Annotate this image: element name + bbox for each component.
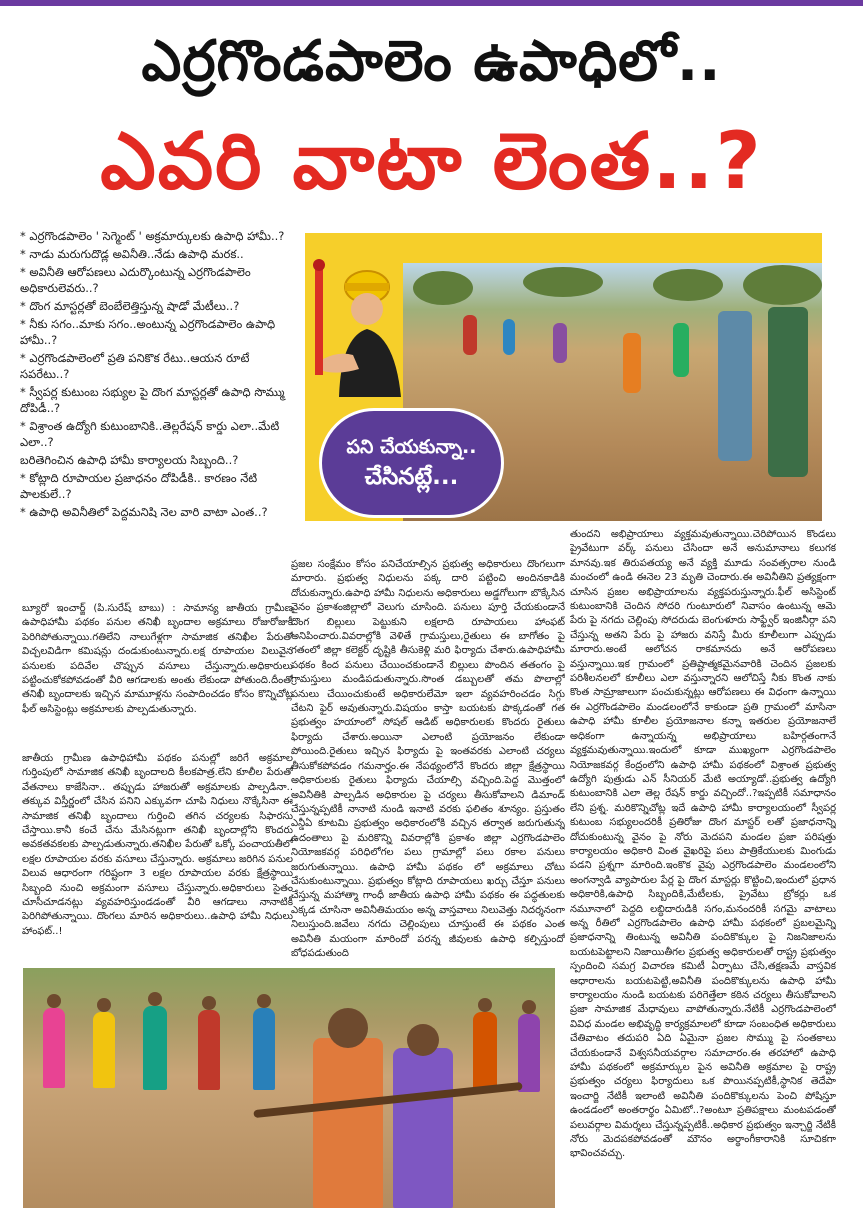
article-paragraph: తుందని అభిప్రాయాలు వ్యక్తమవుతున్నాయి.చెరిపోయిన కొండలు ప్రైవేటుగా వర్క్ పనులు చేసిందా అనే అనుమానాలు కలుగక మానవు.ఇక తిరుపతయ్య అనే వ్యక్తి మూడు సంవత్సరాల నుండి మంచంలో ఉండి ఈనెల 23 మృతి చెందారు.ఈ అవినీతిని ప్రత్యక్షంగా చూసిన ప్రజల అభిప్రాయాలను వ్యక్తపరుస్తున్నారు.ఫీల్ అసిస్టెంట్ కుటుంబానికి చెందిన సోదరి గుంటూరులో నివాసం ఉంటున్న ఆమె పేరు పై నగదు చెల్లింపు సోదరుడు బెంగుళూరు సాఫ్ట్వేర్ ఇంజినీర్గా పని చేస్తున్న అతని పేరు పై హాజరు వనిస్తే మీరు కూలీలుగా ఎప్పుడు మారారు.అంటే ఆలోచన రాకమానదు అనే ఆరోపణలు వస్తున్నాయి.ఇక గ్రామంలో ప్రతిష్టాత్మకమైనవారికి చెందిన ప్రజలకు పరిశీలనలలో కూలీలు ఎలా వస్తున్నారని ఆలోచిస్తే నీకు కొంత నాకు కొంత సామ్రాజాలుగా పంచుకున్నట్లు ఆరోపణలు ఈ విధంగా ఉన్నాయి ఈ ఎర్రగొండపాలెం మండలంలోనే కాకుండా ప్రతి గ్రామంలో మాసినా ఉపాధి హామీ కూలీల ప్రయోజనాల కన్నా ఇతరుల ప్రయోజనాలే అధికంగా ఉన్నాయన్న అభిప్రాయాలు బహిర్గతంగానే వ్యక్తమవుతున్నాయి.ఇందులో కూడా ముఖ్యంగా ఎర్రగొండపాలెం నియోజకవర్గ కేంద్రంలోని ఉపాధి హామీ పథకంలో విశ్రాంత ప్రభుత్వ ఉద్యోగి పుత్రుడు ఎన్ సీనియర్ మేటి అయ్యాడో..ప్రభుత్వ ఉద్యోగి కుటుంబానికి ఎలా తెల్ల రేషన్ కార్డు వచ్చిందో..?ఇప్పటికీ సమాధానం లేని ప్రశ్న. మరికొన్నిచోట్ల ఇదే ఉపాధి హామీ కార్యాలయంలో స్వీపర్ల కుటుంబ సభ్యులందరికీ ప్రతిరోజు దొంగ మాస్టర్ లతో ప్రజాధనాన్ని దోచుకుంటున్న వైనం పై నోరు మెదపని మండల ప్రజా పరిషత్తు కార్యాలయం అధికారి వింత వైఖరిపై పలు పాత్రికేయులకు మింగుడు పడని ప్రశ్నగా మారింది.ఇంకొక వైపు ఎర్రగొండపాలెం మండలంలోని అంగన్వాడి వ్యాపారుల పేర్ల పై దొంగ మాస్టర్లు కొట్టించి,ఇందులో ప్రధాన అధికారికి,ఉపాధి సిబ్బందికి,మేటీలకు, ప్రైవేటు బ్రోకర్లు ఒక నమూనాలో పెద్దది లబ్ధిదారుడికి సగం,మనందరికీ సగమై వాటాలు అన్న రీతిలో ఎర్రగొండపాలెం ఉపాధి హామీ పథకంలో ప్రబలమైన్ని ప్రజాధనాన్ని తింటున్న అవినీతి పందికొక్కుల పై నిజనిజాలను బయటపెట్టాలని నిజాయితీగల ప్రభుత్వ అధికారులతో రాష్ట్ర ప్రభుత్వం స్పందించి సమగ్ర విచారణ కమిటీ ఏర్పాటు చేసి,తక్షణమే వాస్తవిక ఆధారాలను బయటపెట్టి,అవినీతి పందికొక్కులను ఉపాధి హామీ కార్యాలయం నుండి బయటకు పరిగెత్తేలా కఠిన చర్యలు తీసుకోవాలని ప్రజా సామాజిక మేధావులు వాపోతున్నారు.నేటికీ ఎర్రగొండపాలెంలో వివిధ మండల అభివృద్ధి కార్యక్రమాలలో కూడా సంబంధిత అధికారులు చేతివాటం తదుపరి ఏది ఏమైనా ప్రజల సొమ్ము పై సంతకాలు చేయకుండానే విశ్వసనీయవర్గాల సమాచారం.ఈ తరహాలో ఉపాధి హామీ పథకంలో అక్రమార్కుల పైన అవినీతి అక్రమాల పై రాష్ట్ర ప్రభుత్వం చర్యలు ఫిర్యాదులు ఒక పొయినప్పటికీ,స్థానిక తెదేపా ఇంచార్జి నేటికీ ఇలాంటి అవినీతి పందికొక్కులను పెంచి పోషిస్తూ ఉండడంలో అంతరార్థం ఏమిటో..?అంటూ ప్రతిపక్షాలు మంటపడంతో పలువర్గాల విమర్శలు చేస్తున్నప్పటికీ..అధికార ప్రభుత్వం ఇన్చార్జి నేటికీ నోరు మెదపకపోవడంతో మౌనం అర్థాంగీకారానికి సూచికగా భావించవచ్చు. [570, 529, 836, 1160]
headline-line-2: ఎవరి వాటా లెంత..? [100, 117, 763, 207]
bottom-workers-photo [23, 968, 555, 1208]
bullet-item: * కోట్లాది రూపాయల ప్రజాధనం దోపిడీకి.. కారణం నేటి పాలకులే..? [20, 471, 258, 501]
article-paragraph: జాతీయ గ్రామీణ ఉపాధిహామీ పథకం పనుల్లో జరిగే అక్రమాల గుర్తింపులో సామాజిక తనిఖీ బృందాలది కీలకపాత్ర.లేని కూలీల పేరుతో వేతనాలు కాజేసినా.. తప్పుడు హాజరుతో అక్రమాలకు పాల్పడినా.. తక్కువ విస్తీర్ణంలో చేసిన పనిని ఎక్కువగా చూపి నిధులు నొక్కేసినా ఈ సామాజిక తనిఖీ బృందాలు గుర్తించి తగిన చర్యలకు సిఫారసు చేస్తాయి.కానీ కంచే చేను మేసినట్లుగా తనిఖీ బృందాల్లోని కొందరు అవకతవకలకు పాల్పడుతున్నారు.తనిఖీల పేరుతో ఒక్కో పంచాయతీలో లక్షల రూపాయల వరకు వసూలు చేస్తున్నారు. అక్రమాలు జరిగిన పనుల విలువ ఆధారంగా గరిష్టంగా 3 లక్షల రూపాయల వరకు క్షేత్రస్థాయి సిబ్బంది నుంచి అక్రమంగా వసూలు చేస్తున్నారు.అధికారులు సైతం చూసీచూడనట్లు వ్యవహరిస్తుండడంతో వీరి ఆగడాలు నానాటికీ పెరిగిపోతున్నాయి. దొంగలు మారిన అధికారులు..ఉపాధి హామీ నిధులు హాంఫట్..! [22, 753, 293, 937]
bullet-item: * నీకు సగం..మాకు సగం..అంటున్న ఎర్రగొండపాలెం ఉపాధి హామీ..? [20, 317, 276, 347]
badge-line-1: పని చేయకున్నా.. [346, 436, 477, 458]
article-paragraph: బ్యూరో ఇంచార్జ్ (పి.సురేష్ బాబు) : సామాన్య జాతీయ గ్రామీణ ఉపాధిహామీ పథకం పనుల తనిఖీ బృందాల అక్రమాలు రోజురోజుకీ పెరిగిపోతున్నాయి.గతిలేని నాలుగేళ్లగా సామాజిక తనిఖీల పేరుతో విచ్చలవిడిగా కమిషన్లు దండుకుంటున్నారు.లక్ష రూపాయల విలువైన పనులకు పదివేల చొప్పున వసూలు చేస్తున్నారు.అధికారులు పట్టించుకోకపోవడంతో వీరి ఆగడాలకు అంతు లేకుండా పోతుంది.దీంతో తనిఖీ బృందాలకు ఇచ్చిన మామూళ్లను సంపాదించడం కోసం కొన్నిచోట్ల ఫీల్ అసిస్టెంట్లు అక్రమాలకు పాల్పడుతున్నారు. [22, 603, 293, 715]
bullet-list [20, 228, 295, 522]
bullet-item: * ఎర్రగొండపాలెం ' సెగ్మెంట్ ' అక్రమార్కులకు ఉపాధి హామీ..? [20, 229, 285, 243]
bullet-item: బరితెగించిన ఉపాధి హామీ కార్యాలయ సిబ్బంది..? [20, 453, 239, 467]
caption-badge [319, 408, 504, 518]
bullet-item: * విశ్రాంత ఉద్యోగి కుటుంబానికి..తెల్లరేషన్ కార్డు ఎలా..మేటి ఎలా..? [20, 419, 280, 449]
bullet-item: * దొంగ మాస్టర్లతో బెంబేలెత్తిస్తున్న షాడో మేటీలు..? [20, 299, 240, 313]
bullet-item: * నాడు మరుగుదొడ్ల అవినీతి..నేడు ఉపాధి మరక.. [20, 247, 244, 261]
article-paragraph: ప్రజల సంక్షేమం కోసం పనిచేయాల్సిన ప్రభుత్వ అధికారులు దొంగలుగా మారారు. ప్రభుత్వ నిధులను పక్క దారి పట్టించి అందినకాడికి దోచుకున్నారు.ఉపాధి హామీ నిధులను అధికారులు అడ్డగోలుగా బొక్కేసిన వైనం ప్రకాశంజిల్లాలో వెలుగు చూసింది. పనులు పూర్తి చేయకుండానే దొంగ బిల్లులు పెట్టుకుని లక్షలాది రూపాయలు హాంఫట్ అనిపించారు.వివరాల్లోకి వెళితే గ్రామస్తులు,రైతులు ఈ బాగోతం పై గతంలో జిల్లా కలెక్టర్ దృష్టికి తీసుకెళ్లి మరి ఫిర్యాదు చేశారు.ఉపాధిహామీ పథకం కింద పనులు చేయించకుండానే బిల్లులు పొందిన తతంగం పై గ్రామస్తులు మండిపడుతున్నారు.సొంత డబ్బులతో తమ పొలాల్లో పనులు చేయించుకుంటే అధికారులేమో ఇలా వ్యవహరించడం సిగ్గు చేటని ఫైర్ అవుతున్నారు.విషయం కాస్తా బయటకు పొక్కడంతో గత ప్రభుత్వం హయాంలో సోషల్ ఆడిట్ అధికారులకు కొందరు రైతులు ఫిర్యాదు చేశారు.అయినా ఎలాంటి ప్రయోజనం లేకుండా పోయింది.రైతులు ఇచ్చిన ఫిర్యాదు పై ఇంతవరకు ఎలాంటి చర్యలు తీసుకోకపోవడం గమనార్హం.ఈ నేపథ్యంలోనే కొందరు జిల్లా క్షేత్రస్థాయి అధికారులకు రైతులు ఫిర్యాదు చేయాల్సి వచ్చింది.పెద్ద మొత్తంలో అవినీతికి పాల్పడిన అధికారుల పై చర్యలు తీసుకోవాలని డిమాండ్ చేస్తున్నప్పటికీ నానాటి నుండి ఇనాటి వరకు ఫలితం శూన్యం. ప్రస్తుతం ఎన్డీఏ కూటమి ప్రభుత్వం అధికారంలోకి వచ్చిన తర్వాత జరుగుతున్న ఉదంతాలు పై మరికొన్ని వివరాల్లోకి ప్రకాశం జిల్లా ఎర్రగొండపాలెం నియోజకవర్గ పరిధిలోగల పలు గ్రామాల్లో పలు రకాల పనులు జరుగుతున్నాయి. ఉపాధి హామీ పథకం లో అక్రమాలు చోటు చేసుకుంటున్నాయి. ప్రభుత్వం కోట్లాది రూపాయలు ఖర్చు చేస్తూ పనులు చేస్తున్న మహాత్మా గాంధీ జాతీయ ఉపాధి హామీ పథకం ఈ పద్ధతులకు ఎక్కడ చూసినా అవినీతిమయం అన్న వాస్తవాలు నిలువెత్తు నిదర్శనంగా నిలుస్తుంది.జవేలు నగదు చెల్లింపులు చూస్తుంటే ఈ పథకం ఎంత అవినీతి మయంగా మారిందో పరన్న జీవులకు ఉపాధి కల్పిస్తుందో బోధపడుతుంది [291, 559, 565, 959]
hero-graphic [305, 233, 822, 521]
wooden-rod [253, 1082, 522, 1118]
bullet-item: * అవినీతి ఆరోపణలు ఎదుర్కొంటున్న ఎర్రగొండపాలెం అధికారులెవరు..? [20, 265, 251, 295]
badge-line-2: చేసినట్లే... [364, 464, 459, 490]
bullet-item: * ఎర్రగొండపాలెంలో ప్రతి పనికొక రేటు..ఆయన రూటే సపరేటు..? [20, 351, 250, 381]
bullet-item: * ఉపాధి అవినీతిలో పెద్దమనిషి నెల వారి వాటా ఎంత..? [20, 505, 268, 519]
top-color-bar [0, 0, 863, 6]
headline-line-1: ఎర్రగొండపాలెం ఉపాధిలో.. [141, 29, 722, 94]
bullet-item: * స్వీపర్ల కుటుంబ సభ్యుల పై దొంగ మాస్టర్లతో ఉపాధి సొమ్ము దోపిడీ..? [20, 385, 285, 415]
